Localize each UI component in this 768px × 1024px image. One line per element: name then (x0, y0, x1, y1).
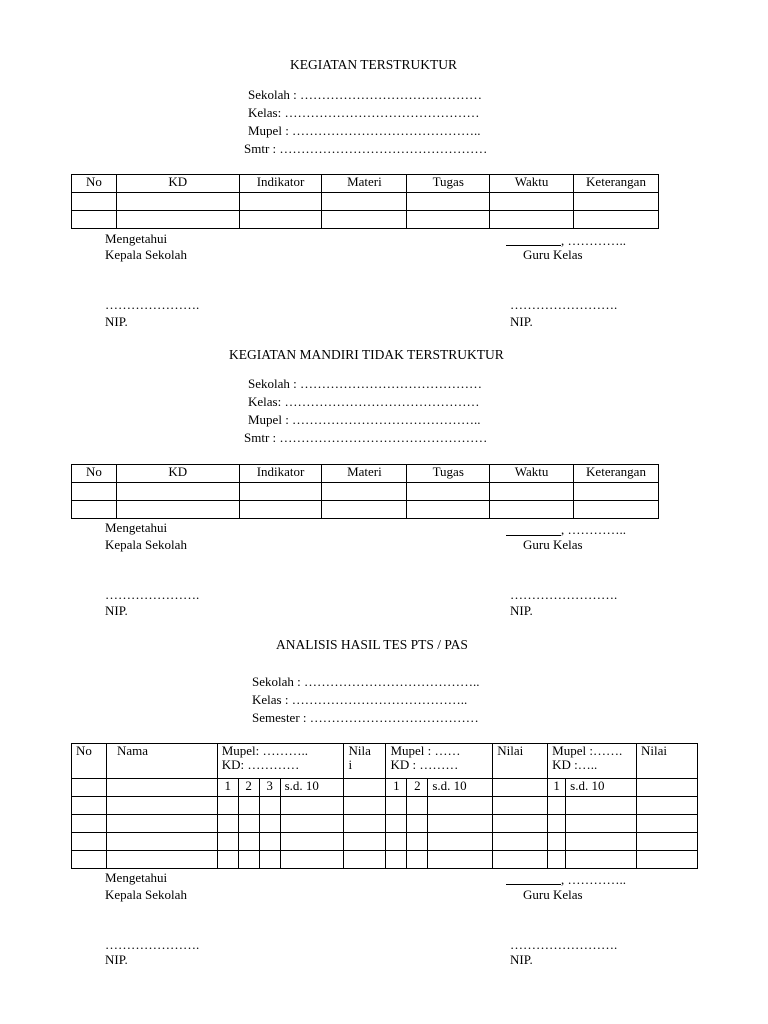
header-mupel-2 (386, 744, 493, 779)
table-cell (636, 851, 697, 869)
table-cell (407, 797, 428, 815)
table-cell (72, 815, 107, 833)
table-cell (548, 833, 566, 851)
guru-kelas-label: Guru Kelas (523, 247, 583, 262)
table-cell (116, 193, 239, 211)
header-materi: Materi (322, 175, 407, 193)
section-1-title: KEGIATAN TERSTRUKTUR (290, 57, 458, 72)
header-no: No (72, 744, 107, 779)
header-nilai-3: Nilai (636, 744, 697, 779)
table-cell (636, 779, 697, 797)
table-cell (217, 797, 238, 815)
table-cell (490, 501, 574, 519)
table-header-row (72, 175, 659, 193)
table-cell (566, 797, 637, 815)
kepala-sekolah-label: Kepala Sekolah (105, 887, 187, 902)
table-cell (493, 851, 548, 869)
kepala-signature-dots: …………………. (105, 297, 200, 312)
table-cell (386, 815, 407, 833)
kepala-nip-label: NIP. (105, 314, 128, 329)
table-cell (574, 483, 659, 501)
date-blank-line (506, 245, 561, 246)
table-cell (106, 833, 217, 851)
table-cell (72, 851, 107, 869)
table-cell (106, 797, 217, 815)
kepala-nip-label: NIP. (105, 603, 128, 618)
table-cell (493, 815, 548, 833)
table-cell (116, 501, 239, 519)
table-cell (490, 211, 574, 229)
nilai-1-label-part1: Nila (348, 743, 371, 758)
section-3-title: ANALISIS HASIL TES PTS / PAS (276, 637, 468, 652)
mengetahui-label: Mengetahui (105, 870, 168, 885)
table-cell (490, 483, 574, 501)
table-cell (344, 815, 386, 833)
table-cell (322, 483, 407, 501)
table-cell (116, 211, 239, 229)
kelas-field: Kelas: ……………………………………… (248, 394, 480, 409)
table-cell (636, 815, 697, 833)
kepala-nip-label: NIP. (105, 952, 128, 967)
table-cell (238, 815, 259, 833)
header-mupel-3 (548, 744, 637, 779)
table-cell (407, 211, 490, 229)
table-cell (106, 779, 217, 797)
table-cell (407, 851, 428, 869)
kepala-signature-dots: …………………. (105, 587, 200, 602)
table-cell (566, 815, 637, 833)
table-header-row (72, 465, 659, 483)
kd-number-2: 2 (407, 779, 428, 797)
table-cell (72, 797, 107, 815)
table-cell (428, 851, 493, 869)
kelas-field: Kelas : ………………………………….. (252, 692, 468, 707)
kd-2-label: KD : ……… (390, 757, 459, 772)
table-cell (217, 815, 238, 833)
table-cell (407, 501, 490, 519)
nilai-1-label-part2: i (348, 757, 353, 772)
table-cell (493, 797, 548, 815)
header-nilai-2: Nilai (493, 744, 548, 779)
section-2-title: KEGIATAN MANDIRI TIDAK TERSTRUKTUR (229, 347, 504, 362)
table-cell (72, 483, 117, 501)
table-cell (344, 833, 386, 851)
guru-nip-label: NIP. (510, 952, 533, 967)
kd-number-2: 2 (238, 779, 259, 797)
table-cell (106, 815, 217, 833)
guru-nip-label: NIP. (510, 603, 533, 618)
table-cell (280, 851, 344, 869)
kd-1-label: KD: ………… (221, 757, 300, 772)
smtr-field: Smtr : ………………………………………… (244, 430, 488, 445)
table-cell (238, 797, 259, 815)
table-cell (386, 797, 407, 815)
table-row (72, 193, 659, 211)
mupel-field: Mupel : …………………………………….. (248, 412, 481, 427)
table-cell (407, 483, 490, 501)
table-cell (407, 833, 428, 851)
sekolah-field: Sekolah : …………………………………… (248, 87, 482, 102)
kd-range: s.d. 10 (280, 779, 344, 797)
kd-range: s.d. 10 (566, 779, 637, 797)
table-cell (72, 833, 107, 851)
table-cell (322, 193, 407, 211)
table-row (72, 501, 659, 519)
table-row (72, 211, 659, 229)
header-indikator: Indikator (239, 175, 322, 193)
table-cell (566, 851, 637, 869)
date-field: , ………….. (561, 872, 626, 887)
semester-field: Semester : ………………………………… (252, 710, 479, 725)
analisis-hasil-tes-table (71, 743, 698, 869)
table-cell (239, 501, 322, 519)
table-cell (407, 815, 428, 833)
kd-number-3: 3 (259, 779, 280, 797)
guru-kelas-label: Guru Kelas (523, 537, 583, 552)
table-cell (344, 797, 386, 815)
table-cell (280, 797, 344, 815)
table-subheader-row (72, 779, 698, 797)
table-cell (72, 501, 117, 519)
table-cell (407, 193, 490, 211)
header-mupel-1 (217, 744, 344, 779)
table-cell (322, 501, 407, 519)
table-cell (259, 815, 280, 833)
header-materi: Materi (322, 465, 407, 483)
mengetahui-label: Mengetahui (105, 231, 168, 246)
table-cell (574, 501, 659, 519)
table-cell (238, 851, 259, 869)
kd-3-label: KD :….. (552, 757, 598, 772)
guru-signature-dots: ……………………. (510, 587, 618, 602)
table-row (72, 851, 698, 869)
table-cell (217, 833, 238, 851)
table-cell (574, 211, 659, 229)
sekolah-field: Sekolah : …………………………………… (248, 376, 482, 391)
guru-kelas-label: Guru Kelas (523, 887, 583, 902)
guru-signature-dots: ……………………. (510, 297, 618, 312)
kegiatan-terstruktur-table (71, 174, 659, 229)
table-cell (238, 833, 259, 851)
table-cell (548, 797, 566, 815)
header-no: No (72, 465, 117, 483)
table-header-row (72, 744, 698, 779)
date-blank-line (506, 884, 561, 885)
kepala-sekolah-label: Kepala Sekolah (105, 537, 187, 552)
header-tugas: Tugas (407, 175, 490, 193)
table-cell (386, 851, 407, 869)
table-cell (548, 851, 566, 869)
date-field: , ………….. (561, 233, 626, 248)
header-kd: KD (116, 465, 239, 483)
mupel-1-label: Mupel: ……….. (221, 743, 309, 758)
kepala-sekolah-label: Kepala Sekolah (105, 247, 187, 262)
table-cell (72, 779, 107, 797)
mupel-field: Mupel : …………………………………….. (248, 123, 481, 138)
table-cell (239, 193, 322, 211)
header-keterangan: Keterangan (574, 465, 659, 483)
table-cell (344, 779, 386, 797)
table-cell (259, 797, 280, 815)
table-cell (428, 833, 493, 851)
date-blank-line (506, 535, 561, 536)
table-cell (428, 797, 493, 815)
table-cell (548, 815, 566, 833)
table-cell (116, 483, 239, 501)
kd-number-1: 1 (548, 779, 566, 797)
table-cell (636, 833, 697, 851)
table-cell (490, 193, 574, 211)
table-row (72, 483, 659, 501)
header-nilai-1 (344, 744, 386, 779)
header-waktu: Waktu (490, 465, 574, 483)
table-cell (493, 833, 548, 851)
guru-nip-label: NIP. (510, 314, 533, 329)
kepala-signature-dots: …………………. (105, 937, 200, 952)
header-keterangan: Keterangan (574, 175, 659, 193)
table-cell (428, 815, 493, 833)
header-kd: KD (116, 175, 239, 193)
table-cell (386, 833, 407, 851)
kd-number-1: 1 (217, 779, 238, 797)
table-cell (636, 797, 697, 815)
smtr-field: Smtr : ………………………………………… (244, 141, 488, 156)
kd-number-1: 1 (386, 779, 407, 797)
guru-signature-dots: ……………………. (510, 937, 618, 952)
kd-range: s.d. 10 (428, 779, 493, 797)
table-row (72, 815, 698, 833)
table-cell (217, 851, 238, 869)
header-waktu: Waktu (490, 175, 574, 193)
kelas-field: Kelas: ……………………………………… (248, 105, 480, 120)
table-cell (344, 851, 386, 869)
mengetahui-label: Mengetahui (105, 520, 168, 535)
kegiatan-mandiri-table (71, 464, 659, 519)
table-cell (493, 779, 548, 797)
table-cell (106, 851, 217, 869)
table-row (72, 797, 698, 815)
mupel-3-label: Mupel :……. (552, 743, 623, 758)
table-cell (72, 211, 117, 229)
table-cell (280, 833, 344, 851)
table-cell (239, 483, 322, 501)
table-row (72, 833, 698, 851)
table-cell (280, 815, 344, 833)
table-cell (566, 833, 637, 851)
date-field: , ………….. (561, 522, 626, 537)
mupel-2-label: Mupel : …… (390, 743, 461, 758)
header-nama: Nama (106, 744, 217, 779)
table-cell (574, 193, 659, 211)
sekolah-field: Sekolah : ………………………………….. (252, 674, 480, 689)
header-no: No (72, 175, 117, 193)
table-cell (322, 211, 407, 229)
table-cell (72, 193, 117, 211)
table-cell (259, 851, 280, 869)
header-indikator: Indikator (239, 465, 322, 483)
header-tugas: Tugas (407, 465, 490, 483)
table-cell (239, 211, 322, 229)
table-cell (259, 833, 280, 851)
